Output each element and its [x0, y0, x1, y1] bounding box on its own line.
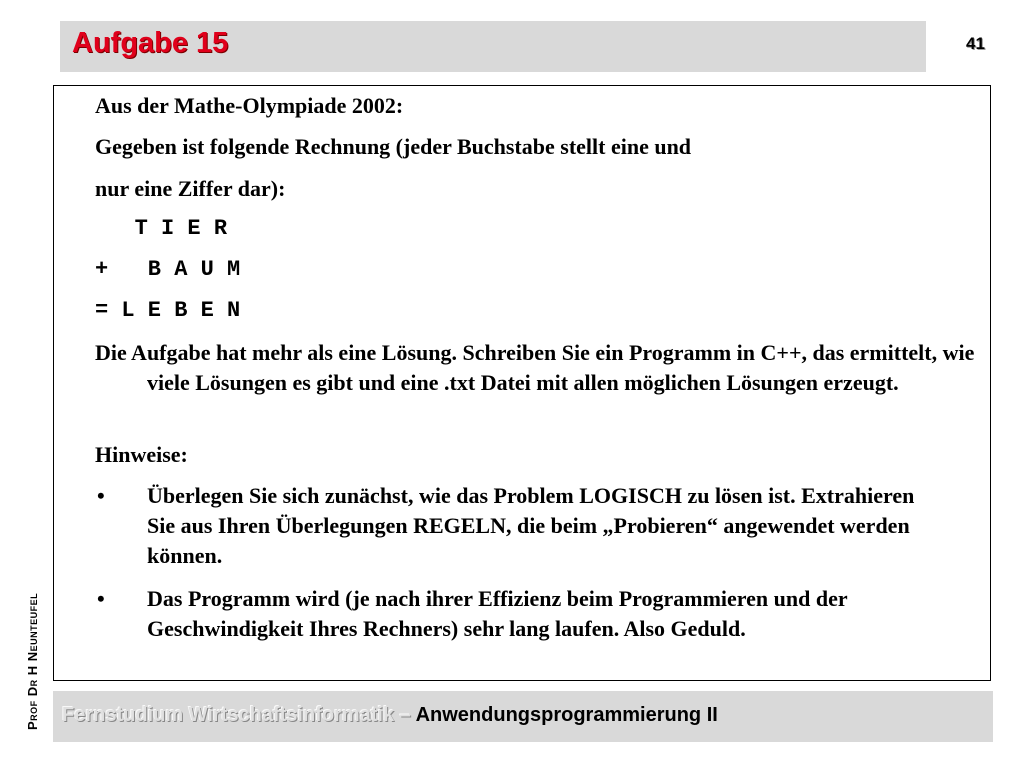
bullet-icon: • [97, 586, 105, 611]
hints-heading: Hinweise: [95, 442, 188, 467]
intro-line-1: Aus der Mathe-Olympiade 2002: [95, 93, 404, 118]
hint-text-1: Überlegen Sie sich zunächst, wie das Problem LOGISCH zu lösen ist. Extrahieren Sie aus Ihren Überlegungen REGELN, die beim „Probieren“ angewendet werden können. [147, 483, 915, 568]
slide-title: Aufgabe 15 [72, 27, 229, 59]
hint-text-2: Das Programm wird (je nach ihrer Effizienz beim Programmieren und der Geschwindigkeit Ihres Rechners) sehr lang laufen. Also Geduld. [147, 586, 848, 641]
puzzle-row-2: + B A U M [95, 257, 241, 282]
footer-program: Fernstudium Wirtschaftsinformatik – [62, 704, 416, 726]
puzzle-row-3: = L E B E N [95, 298, 241, 323]
intro-line-3: nur eine Ziffer dar): [95, 176, 286, 201]
page-number: 41 [966, 34, 985, 53]
bullet-icon: • [97, 483, 105, 508]
intro-line-2: Gegeben ist folgende Rechnung (jeder Buchstabe stellt eine und [95, 134, 692, 159]
author-credit: Prof Dr H Neunteufel [25, 592, 40, 730]
footer-course [62, 704, 718, 727]
puzzle-row-1: T I E R [95, 216, 228, 241]
task-paragraph: Die Aufgabe hat mehr als eine Lösung. Schreiben Sie ein Programm in C++, das ermittelt, wie viele Lösungen es gibt und eine .txt Datei mit allen möglichen Lösungen erzeugt. [95, 340, 975, 395]
footer-module: Anwendungsprogrammierung II [415, 704, 718, 726]
